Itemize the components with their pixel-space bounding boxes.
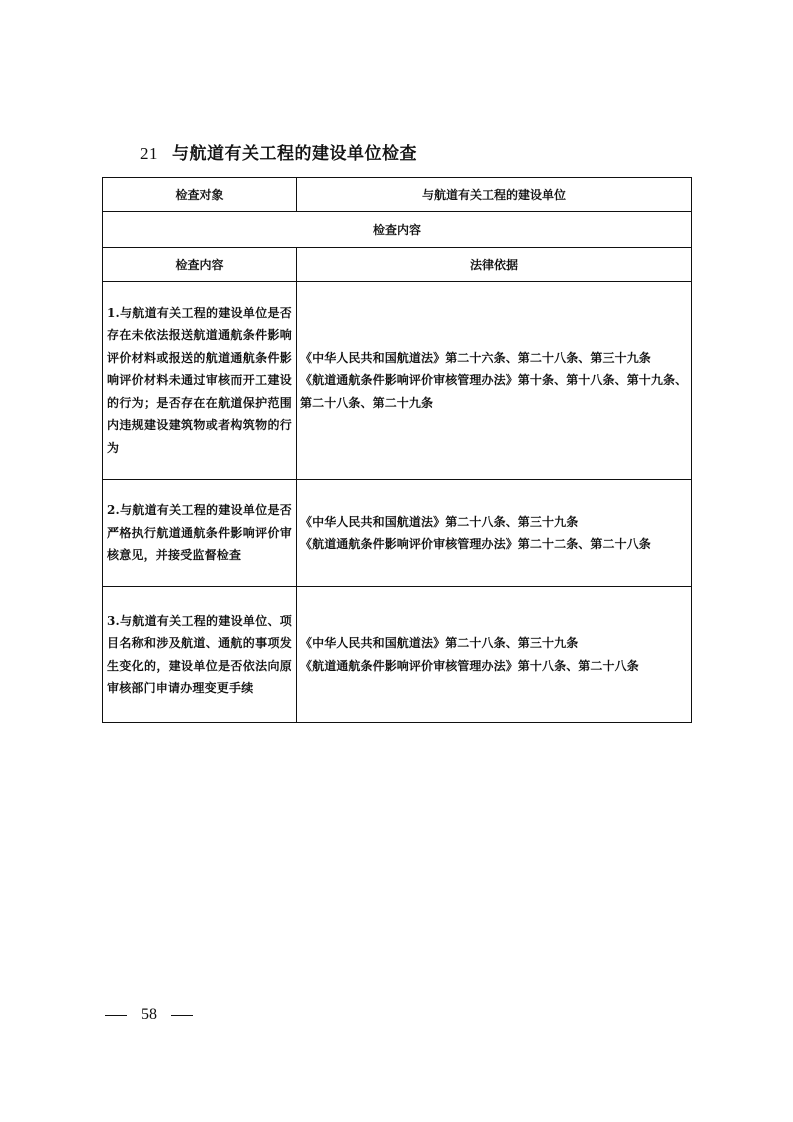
table-row: [103, 282, 692, 480]
inspection-item: 3.与航道有关工程的建设单位、项目名称和涉及航道、通航的事项发生变化的，建设单位是否依法向原审核部门申请办理变更手续: [103, 587, 297, 723]
column-header-row: [103, 248, 692, 282]
object-label: 检查对象: [103, 178, 297, 212]
legal-basis-line: 《航道通航条件影响评价审核管理办法》第十八条、第二十八条: [300, 658, 639, 673]
footer-dash-left: [105, 1015, 127, 1016]
section-label: 检查内容: [103, 212, 692, 248]
table-row: [103, 587, 692, 723]
section-heading: [140, 139, 417, 164]
page-number: 58: [141, 1006, 157, 1023]
legal-basis-line: 《航道通航条件影响评价审核管理办法》第十条、第十八条、第十九条、第二十八条、第二十九条: [300, 373, 688, 410]
column-header-basis: 法律依据: [297, 248, 692, 282]
legal-basis: [297, 282, 692, 480]
legal-basis-line: 《中华人民共和国航道法》第二十六条、第二十八条、第三十九条: [300, 350, 651, 365]
legal-basis-line: 《中华人民共和国航道法》第二十八条、第三十九条: [300, 514, 579, 529]
legal-basis-line: 《中华人民共和国航道法》第二十八条、第三十九条: [300, 636, 579, 650]
section-number: 21: [140, 144, 158, 163]
inspection-item: 2.与航道有关工程的建设单位是否严格执行航道通航条件影响评价审核意见，并接受监督检查: [103, 480, 297, 587]
object-row: [103, 178, 692, 212]
legal-basis: [297, 587, 692, 723]
inspection-table: [102, 177, 692, 723]
legal-basis-line: 《航道通航条件影响评价审核管理办法》第二十二条、第二十八条: [300, 537, 651, 551]
inspection-item: 1.与航道有关工程的建设单位是否存在未依法报送航道通航条件影响评价材料或报送的航道通航条件影响评价材料未通过审核而开工建设的行为；是否存在在航道保护范围内违规建设建筑物或者构筑物的行为: [103, 282, 297, 480]
object-value: 与航道有关工程的建设单位: [297, 178, 692, 212]
section-row: [103, 212, 692, 248]
page-footer: [105, 1006, 193, 1024]
legal-basis: [297, 480, 692, 587]
table-row: [103, 480, 692, 587]
section-title: 与航道有关工程的建设单位检查: [172, 144, 417, 164]
column-header-content: 检查内容: [103, 248, 297, 282]
footer-dash-right: [171, 1015, 193, 1016]
